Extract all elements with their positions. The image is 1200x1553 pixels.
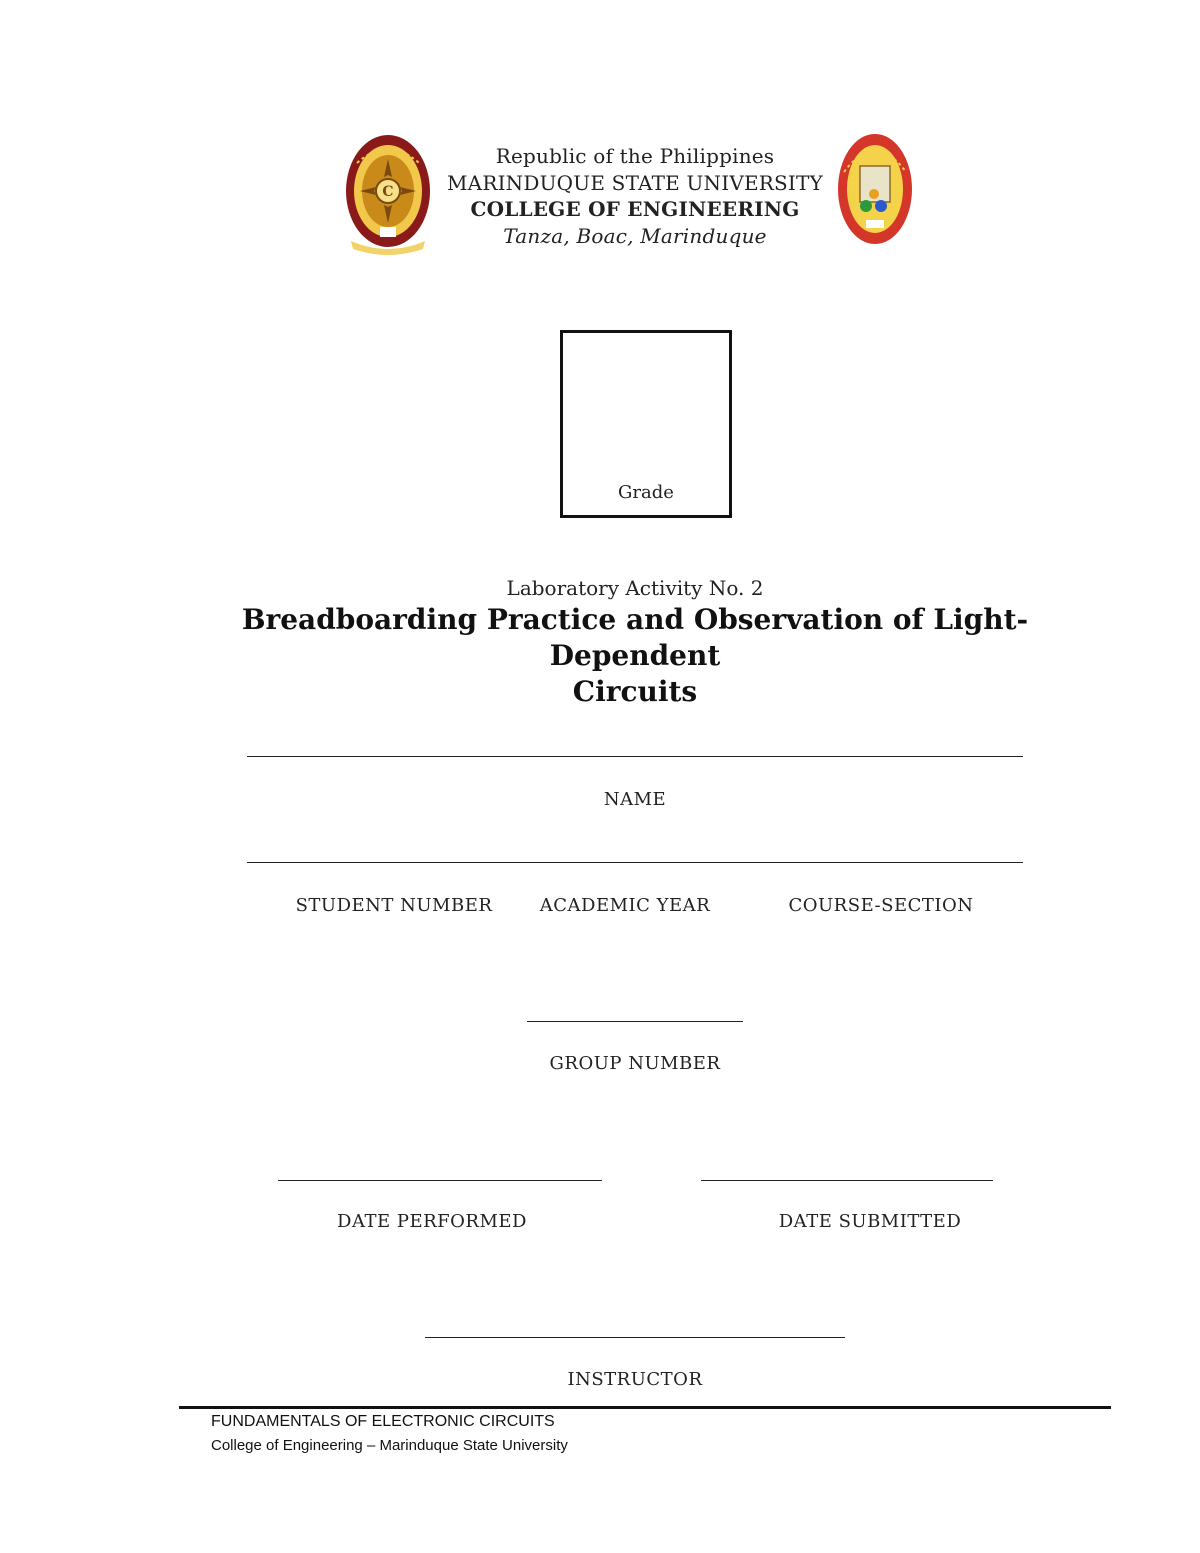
activity-title [200, 602, 1070, 710]
republic-heading: Republic of the Philippines [495, 144, 775, 168]
college-name: COLLEGE OF ENGINEERING [470, 197, 800, 221]
activity-title-line-2: Circuits [572, 675, 698, 708]
course-section-label: COURSE-SECTION [788, 895, 974, 916]
instructor-line [425, 1337, 845, 1338]
footer-course: FUNDAMENTALS OF ELECTRONIC CIRCUITS [211, 1413, 555, 1430]
date-submitted-line [701, 1180, 993, 1181]
student-info-line [247, 862, 1023, 863]
college-of-engineering-seal-icon [836, 132, 914, 248]
footer-college: College of Engineering – Marinduque State University [211, 1437, 568, 1454]
grade-label: Grade [618, 482, 674, 503]
grade-box [560, 330, 732, 518]
group-number-line [527, 1021, 743, 1022]
name-line [247, 756, 1023, 757]
activity-number: Laboratory Activity No. 2 [506, 576, 764, 600]
college-address: Tanza, Boac, Marinduque [503, 224, 767, 248]
date-performed-line [278, 1180, 602, 1181]
university-name: MARINDUQUE STATE UNIVERSITY [447, 171, 823, 195]
name-label: NAME [603, 789, 667, 810]
footer-divider [179, 1406, 1111, 1409]
date-performed-label: DATE PERFORMED [337, 1211, 527, 1232]
student-number-label: STUDENT NUMBER [295, 895, 493, 916]
date-submitted-label: DATE SUBMITTED [778, 1211, 962, 1232]
instructor-label: INSTRUCTOR [567, 1369, 703, 1390]
academic-year-label: ACADEMIC YEAR [539, 895, 711, 916]
activity-title-line-1: Breadboarding Practice and Observation of Light-Dependent [241, 603, 1029, 672]
group-number-label: GROUP NUMBER [549, 1053, 721, 1074]
svg-text:C: C [382, 184, 394, 200]
